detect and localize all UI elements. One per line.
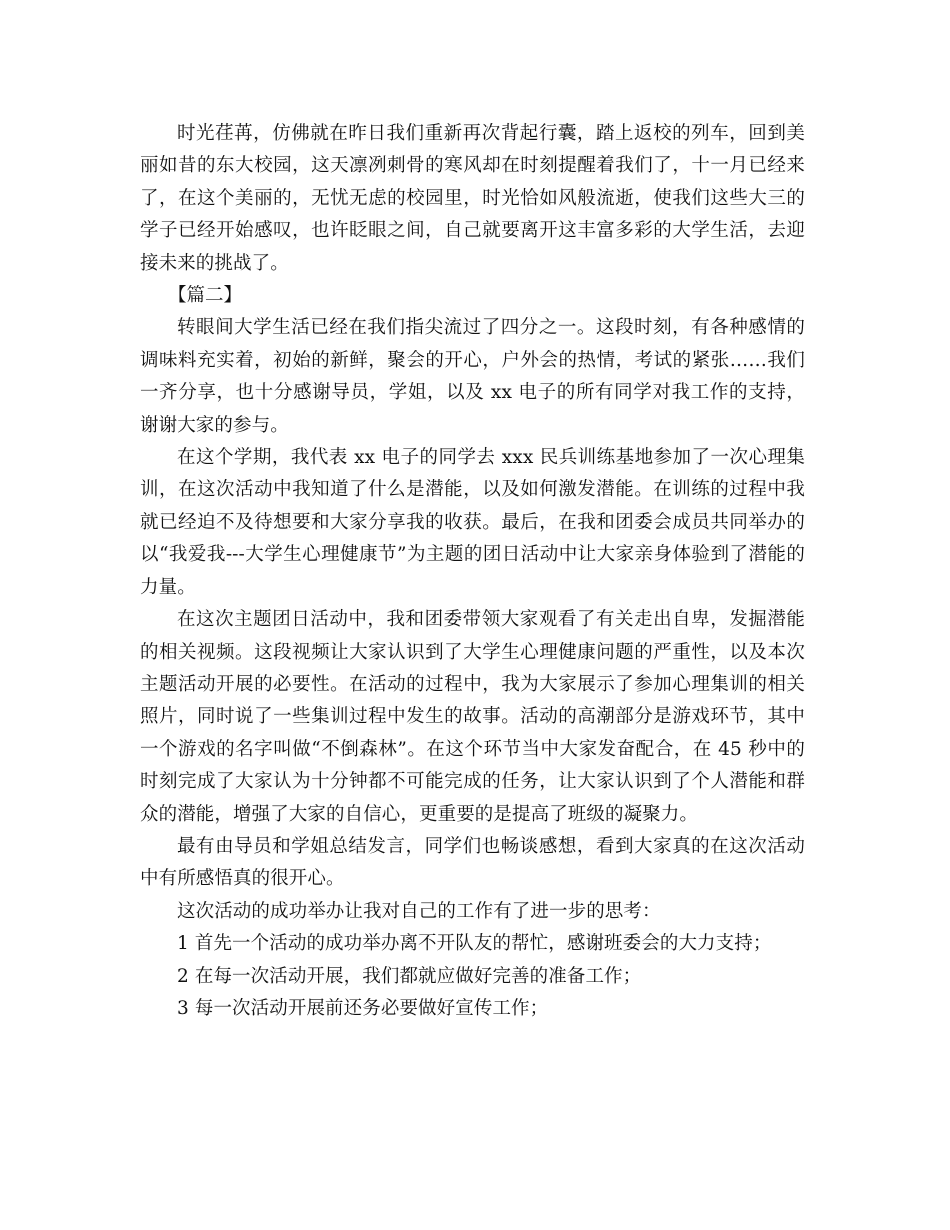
document-body <box>140 118 805 1025</box>
paragraph: 转眼间大学生活已经在我们指尖流过了四分之一。这段时刻，有各种感情的调味料充实着，初始的新鲜，聚会的开心，户外会的热情，考试的紧张……我们一齐分享，也十分感谢导员，学姐，以及 xx 电子的所有同学对我工作的支持，谢谢大家的参与。 <box>140 317 805 436</box>
paragraph: 最有由导员和学姐总结发言，同学们也畅谈感想，看到大家真的在这次活动中有所感悟真的很开心。 <box>140 835 805 890</box>
list-item: 2 在每一次活动开展，我们都就应做好完善的准备工作； <box>177 965 642 987</box>
paragraph: 在这个学期，我代表 xx 电子的同学去 xxx 民兵训练基地参加了一次心理集训，在这次活动中我知道了什么是潜能，以及如何激发潜能。在训练的过程中我就已经迫不及待想要和大家分享我的收获。最后，在我和团委会成员共同举办的以“我爱我---大学生心理健康节”为主题的团日活动中让大家亲身体验到了潜能的力量。 <box>140 447 805 598</box>
list-item: 3 每一次活动开展前还务必要做好宣传工作； <box>177 997 549 1019</box>
paragraph: 这次活动的成功举办让我对自己的工作有了进一步的思考： <box>177 900 661 922</box>
section-heading: 【篇二】 <box>168 285 243 307</box>
list-item: 1 首先一个活动的成功举办离不开队友的帮忙，感谢班委会的大力支持； <box>177 933 772 955</box>
paragraph: 在这次主题团日活动中，我和团委带领大家观看了有关走出自卑，发掘潜能的相关视频。这段视频让大家认识到了大学生心理健康问题的严重性，以及本次主题活动开展的必要性。在活动的过程中，我为大家展示了参加心理集训的相关照片，同时说了一些集训过程中发生的故事。活动的高潮部分是游戏环节，其中一个游戏的名字叫做“不倒森林”。在这个环节当中大家发奋配合，在 45 秒中的时刻完成了大家认为十分钟都不可能完成的任务，让大家认识到了个人潜能和群众的潜能，增强了大家的自信心，更重要的是提高了班级的凝聚力。 <box>140 609 805 825</box>
paragraph-intro: 时光荏苒，仿佛就在昨日我们重新再次背起行囊，踏上返校的列车，回到美丽如昔的东大校园，这天凛冽刺骨的寒风却在时刻提醒着我们了，十一月已经来了，在这个美丽的，无忧无虑的校园里，时光恰如风般流逝，使我们这些大三的学子已经开始感叹，也许眨眼之间，自己就要离开这丰富多彩的大学生活，去迎接未来的挑战了。 <box>140 123 805 274</box>
